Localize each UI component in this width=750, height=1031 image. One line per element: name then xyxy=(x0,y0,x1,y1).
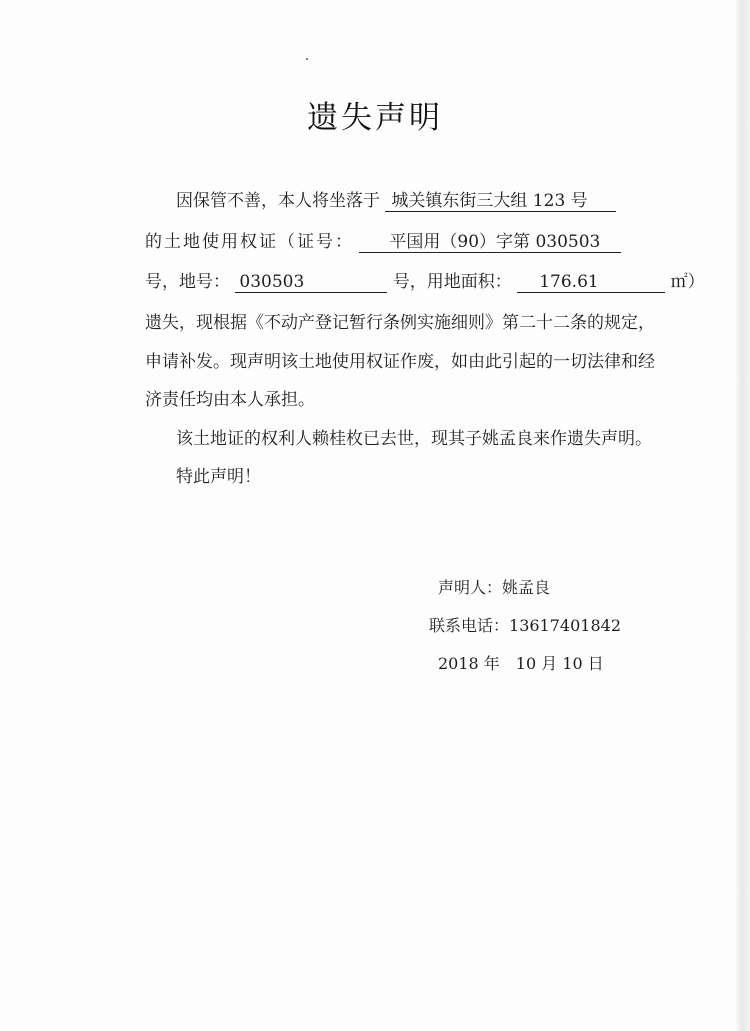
para3: 特此声明！ xyxy=(176,467,261,487)
land-area-field: 176.61 xyxy=(517,272,665,293)
phone-number: 13617401842 xyxy=(509,616,621,635)
declarant-name: 姚孟良 xyxy=(502,578,551,597)
certificate-number-field: 平国用（90）字第 030503 xyxy=(359,232,621,253)
para1-line2 xyxy=(145,230,665,254)
land-number-field: 030503 xyxy=(235,272,387,293)
line3-prefix: 号，地号： xyxy=(145,272,230,292)
area-unit: ㎡） xyxy=(670,272,705,292)
para1-line6: 济责任均由本人承担。 xyxy=(145,390,315,410)
para1-line5: 申请补发。现声明该土地使用权证作废，如由此引起的一切法律和经 xyxy=(145,352,655,372)
para1-line3 xyxy=(145,270,705,294)
scan-speck xyxy=(306,58,308,60)
document-title: 遗失声明 xyxy=(307,100,443,136)
para1-line1 xyxy=(176,189,696,213)
declaration-date: 2018 年 10 月 10 日 xyxy=(438,654,604,673)
para1-line4: 遗失，现根据《不动产登记暂行条例实施细则》第二十二条的规定， xyxy=(145,313,655,333)
page-edge-shadow xyxy=(736,0,750,1031)
declarant-line xyxy=(438,576,550,600)
para2: 该土地证的权利人赖桂枚已去世，现其子姚孟良来作遗失声明。 xyxy=(176,429,652,449)
phone-label: 联系电话： xyxy=(429,616,510,635)
declarant-label: 声明人： xyxy=(438,578,503,597)
line1-prefix: 因保管不善，本人将坐落于 xyxy=(176,191,380,211)
line3-mid: 号，用地面积： xyxy=(392,272,512,292)
address-field: 城关镇东街三大组 123 号 xyxy=(385,191,616,212)
phone-line xyxy=(429,614,621,638)
line2-prefix: 的土地使用权证（证号： xyxy=(145,232,354,252)
